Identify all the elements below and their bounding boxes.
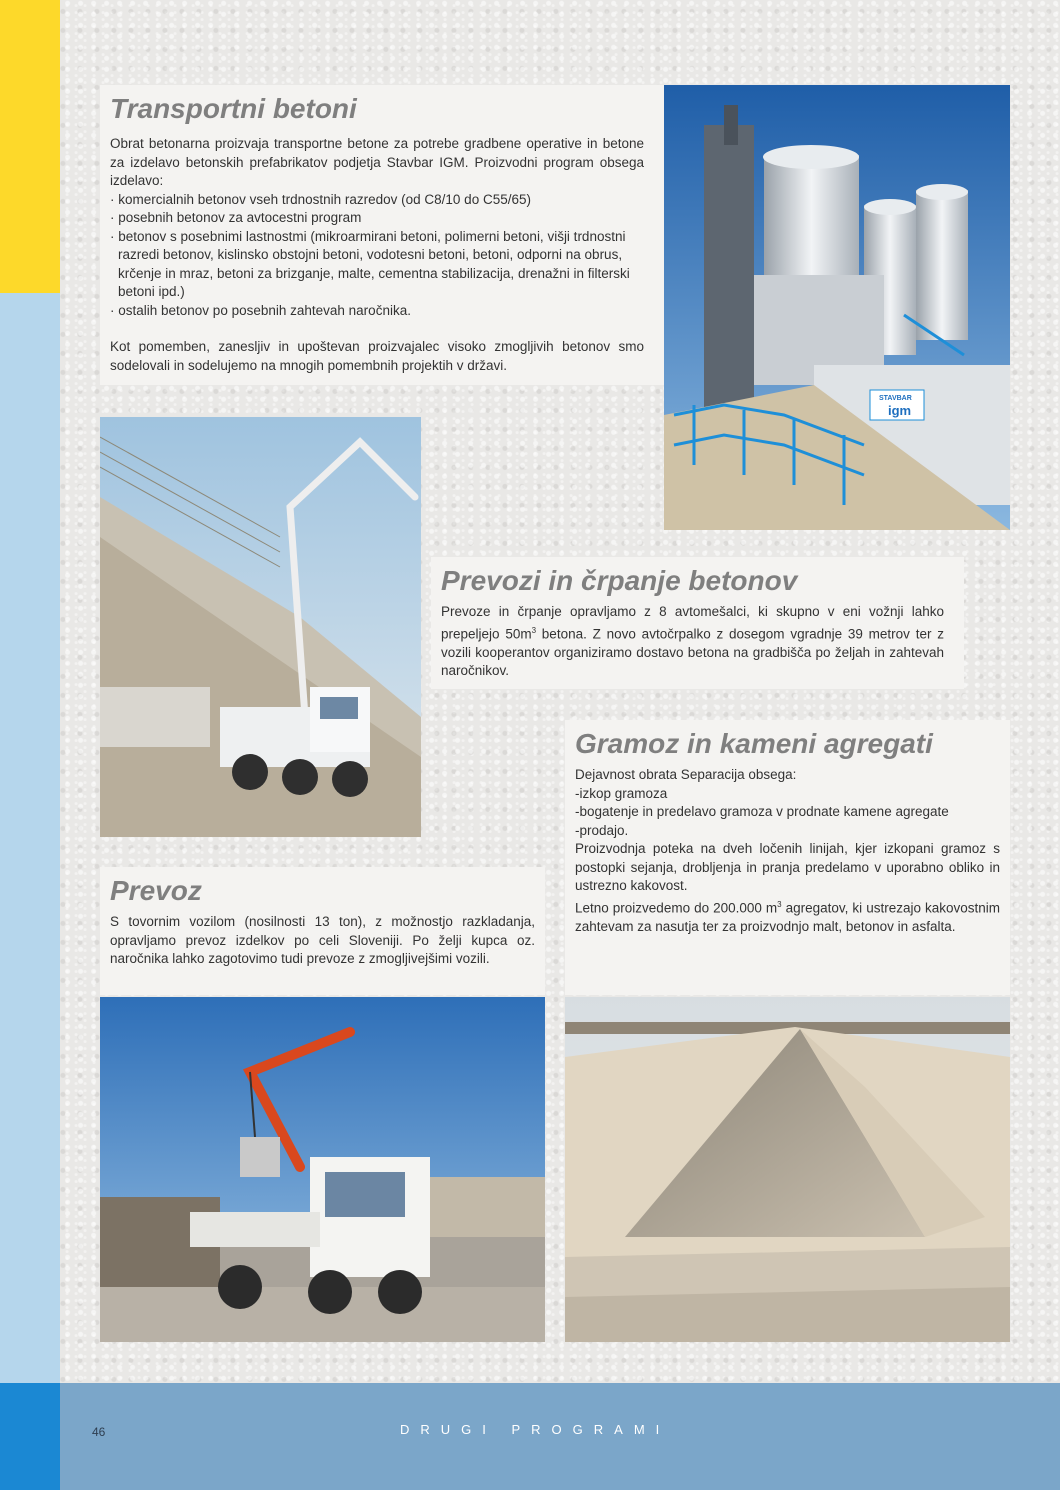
transportni-betoni-list xyxy=(110,191,644,321)
prevozi-text-part1: Prevoze in črpanje opravljamo z 8 avtomešalci, ki skupno v eni vožnji lahko prepeljejo 50m xyxy=(441,604,944,641)
list-item: · posebnih betonov za avtocestni program xyxy=(110,210,362,225)
prevoz-title: Prevoz xyxy=(110,875,202,906)
list-item: · komercialnih betonov vseh trdnostnih razredov (od C8/10 do C55/65) xyxy=(110,191,531,207)
gramoz-title: Gramoz in kameni agregati xyxy=(575,728,933,759)
blue-side-stripe xyxy=(0,293,60,1490)
yellow-side-stripe xyxy=(0,0,60,293)
igm-logo-text: igm xyxy=(888,403,912,418)
crane-truck-photo xyxy=(100,997,545,1342)
list-item: -izkop gramoza xyxy=(575,785,668,801)
prevozi-text-superscript: 3 xyxy=(531,625,537,635)
footer-section-title: DRUGI PROGRAMI xyxy=(400,1422,671,1437)
list-item: · betonov s posebnimi lastnostmi (mikroarmirani betoni, polimerni betoni, višji trdnostni razredi betonov, kislinsko obstojni betoni, vodotesni betoni, betoni, odporni na obrus, krčenje in mraz, betoni za brizganje, malte, cementna stabilizacija, drenažni in filterski betoni ipd.) xyxy=(110,228,630,299)
stavbar-logo-text: STAVBAR xyxy=(879,395,912,402)
prevoz-box xyxy=(100,867,545,995)
gramoz-intro: Dejavnost obrata Separacija obsega: xyxy=(575,767,797,782)
concrete-pump-truck-photo xyxy=(100,417,421,837)
prevozi-text-part2: betona. Z novo avtočrpalko z dosegom vgradnje 39 metrov ter z vozili kooperantov organiziramo dostavo betona na gradbišča po željah in zahtevah naročnikov. xyxy=(441,626,944,678)
gravel-pile-photo xyxy=(565,997,1010,1342)
gramoz-para2 xyxy=(575,896,1000,937)
transportni-betoni-intro: Obrat betonarna proizvaja transportne betone za potrebe gradbene operative in betone za izdelavo betonskih prefabrikatov podjetja Stavbar IGM. Proizvodni program obsega izdelavo: xyxy=(110,136,644,188)
gramoz-para2-part1: Letno proizvedemo do 200.000 m xyxy=(575,900,778,915)
prevozi-title: Prevozi in črpanje betonov xyxy=(441,565,798,596)
concrete-plant-photo xyxy=(664,85,1010,530)
transportni-betoni-outro: Kot pomemben, zanesljiv in upoštevan proizvajalec visoko zmogljivih betonov smo sodelovali in sodelujemo na mnogih pomembnih projektih v državi. xyxy=(110,339,644,373)
gramoz-list xyxy=(575,785,1000,841)
footer-corner-accent xyxy=(0,1383,60,1490)
page-number: 46 xyxy=(92,1425,106,1439)
gramoz-para2-part2: agregatov, ki ustrezajo kakovostnim zahtevam za nasutja ter za proizvodnjo malt, betonov in asfalta. xyxy=(575,900,1000,934)
prevozi-text xyxy=(441,603,944,681)
list-item: -bogatenje in predelavo gramoza v prodnate kamene agregate xyxy=(575,804,949,819)
gramoz-box xyxy=(565,720,1010,995)
transportni-betoni-title: Transportni betoni xyxy=(110,93,357,124)
list-item: · ostalih betonov po posebnih zahtevah naročnika. xyxy=(110,302,411,318)
transportni-betoni-box xyxy=(100,85,664,385)
prevoz-text: S tovornim vozilom (nosilnosti 13 ton), z možnostjo razkladanja, opravljamo prevoz izdelkov po celi Sloveniji. Po želji kupca oz. naročnika lahko zagotovimo tudi prevoze z zmogljivejšimi vozili. xyxy=(110,914,535,966)
prevozi-box xyxy=(431,557,964,689)
list-item: -prodajo. xyxy=(575,822,629,838)
gramoz-para1: Proizvodnja poteka na dveh ločenih linijah, kjer izkopani gramoz s postopki sejanja, drobljenja in pranja predelamo v uporabno obliko in ustrezno kakovost. xyxy=(575,841,1000,893)
gramoz-para2-superscript: 3 xyxy=(777,899,782,909)
